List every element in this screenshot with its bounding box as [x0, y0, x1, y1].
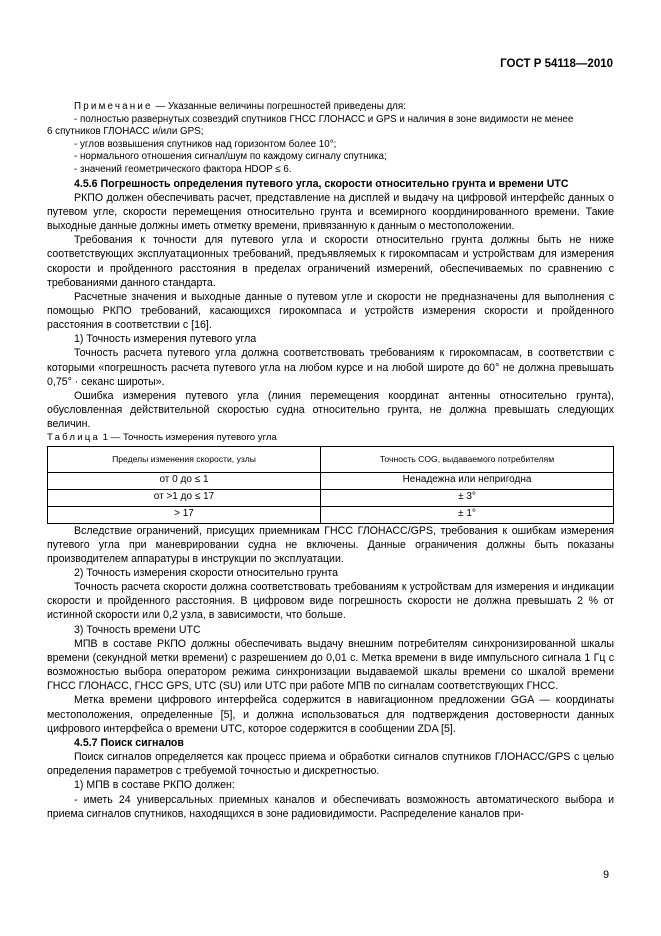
paragraph: Вследствие ограничений, присущих приемникам ГНСС ГЛОНАСС/GPS, требования к ошибкам измерения путевого угла при маневрировании судна не включены. Данные ограничения должны быть показаны производителем аппаратуры в инструкции по эксплуатации.	[47, 524, 614, 565]
table-caption-label: Таблица	[47, 432, 101, 444]
document-id-header: ГОСТ Р 54118—2010	[500, 58, 613, 70]
paragraph: Ошибка измерения путевого угла (линия перемещения координат антенны относительно грунта), обусловленная действительной скоростью судна относительно грунта, не должна превышать следующих величин.	[47, 389, 614, 431]
table-row	[48, 506, 614, 523]
section-heading-4-5-7: 4.5.7 Поиск сигналов	[74, 736, 184, 749]
table-cell: от 0 до ≤ 1	[48, 472, 321, 489]
note-intro-text: — Указанные величины погрешностей приведены для:	[152, 101, 406, 112]
table-cell: от >1 до ≤ 17	[48, 489, 321, 506]
table-cell: ± 3°	[321, 489, 614, 506]
subheading: 3) Точность времени UTC	[74, 623, 201, 636]
table-header-cell: Пределы изменения скорости, узлы	[48, 446, 321, 472]
paragraph: РКПО должен обеспечивать расчет, представление на дисплей и выдачу на цифровой интерфейс данных о путевом угле, скорости перемещения относительно грунта и всемирного координированного времени. Такие выходные данные должны иметь отметку времени, привязанную к данным о местоположении.	[47, 191, 614, 233]
table-cell: ± 1°	[321, 506, 614, 523]
page-number: 9	[603, 869, 609, 881]
table-caption	[47, 431, 614, 445]
accuracy-table	[47, 446, 614, 524]
paragraph: Точность расчета скорости должна соответствовать требованиям к устройствам для измерения и индикации скорости и пройденного расстояния. В цифровом виде погрешность скорости не должна превышать 2 % от истинной скорости или 0,2 узла, в зависимости, что больше.	[47, 581, 614, 622]
note-item-continuation: 6 спутников ГЛОНАСС и/или GPS;	[47, 126, 204, 138]
paragraph: Требования к точности для путевого угла и скорости относительно грунта должны быть не ниже соответствующих эксплуатационных требований, предъявляемых к гирокомпасам и устройствам для измерения скорости и пройденного расстояния в пределах ограничений измерений, обеспечиваемых по сравнению с требованиями данного стандарта.	[47, 234, 614, 289]
table-cell: > 17	[48, 506, 321, 523]
section-heading-4-5-6: 4.5.6 Погрешность определения путевого угла, скорости относительно грунта и времени UTC	[74, 177, 569, 190]
subheading: 2) Точность измерения скорости относительно грунта	[74, 567, 338, 579]
paragraph: Расчетные значения и выходные данные о путевом угле и скорости не предназначены для выполнения с помощью РКПО требований, касающихся гирокомпаса и устройств измерения скорости и пройденного расстояния в соответствии с [16].	[47, 290, 614, 332]
table-header-row	[48, 446, 614, 472]
subheading: 1) Точность измерения путевого угла	[74, 333, 257, 346]
note-item: - углов возвышения спутников над горизонтом более 10°;	[74, 138, 337, 150]
paragraph: МПВ в составе РКПО должны обеспечивать выдачу внешним потребителям синхронизированной шкалы времени (секундной метки времени) с разрешением до 0,01 с. Метка времени в виде импульсного сигнала 1 Гц с возможностью выбора оператором режима синхронизации выдаваемой шкалы времени со шкалой времени ГНСС ГЛОНАСС, ГНСС GPS, UTC (SU) или UTC при работе МПВ по сигналам соответствующих ГНСС.	[47, 637, 614, 693]
paragraph: Метка времени цифрового интерфейса содержится в навигационном предложении GGA — координаты местоположения, определенные [5], и должна использоваться для подтверждения достоверности данных цифрового интерфейса о времени UTC, которое содержится в сообщении ZDA [5].	[47, 694, 614, 735]
note-item: - значений геометрического фактора HDOP ≤ 6.	[74, 163, 292, 175]
table-row	[48, 489, 614, 506]
paragraph: - иметь 24 универсальных приемных каналов и обеспечивать возможность автоматического выбора и приема сигналов спутников, находящихся в зоне радиовидимости. Распределение каналов при-	[47, 793, 614, 820]
table-cell: Ненадежна или непригодна	[321, 472, 614, 489]
note-intro	[47, 101, 614, 114]
note-item: - нормального отношения сигнал/шум по каждому сигналу спутника;	[74, 151, 387, 163]
page-body	[47, 101, 614, 821]
table-header-cell: Точность COG, выдаваемого потребителям	[321, 446, 614, 472]
table-caption-text: 1 — Точность измерения путевого угла	[100, 432, 277, 444]
paragraph: Точность расчета путевого угла должна соответствовать требованиям к гирокомпасам, в соответствии с которыми «погрешность расчета путевого угла на любом курсе и на любой широте до 60° не должна превышать 0,75° · секанс широты».	[47, 347, 614, 388]
subheading: 1) МПВ в составе РКПО должен:	[74, 779, 235, 792]
table-row	[48, 472, 614, 489]
paragraph: Поиск сигналов определяется как процесс приема и обработки сигналов спутников ГЛОНАСС/GPS с целью определения параметров с требуемой точностью и дискретностью.	[47, 751, 614, 778]
note-label: Примечание	[74, 101, 153, 112]
note-item: - полностью развернутых созвездий спутников ГНСС ГЛОНАСС и GPS и наличия в зоне видимости не менее	[74, 113, 574, 125]
